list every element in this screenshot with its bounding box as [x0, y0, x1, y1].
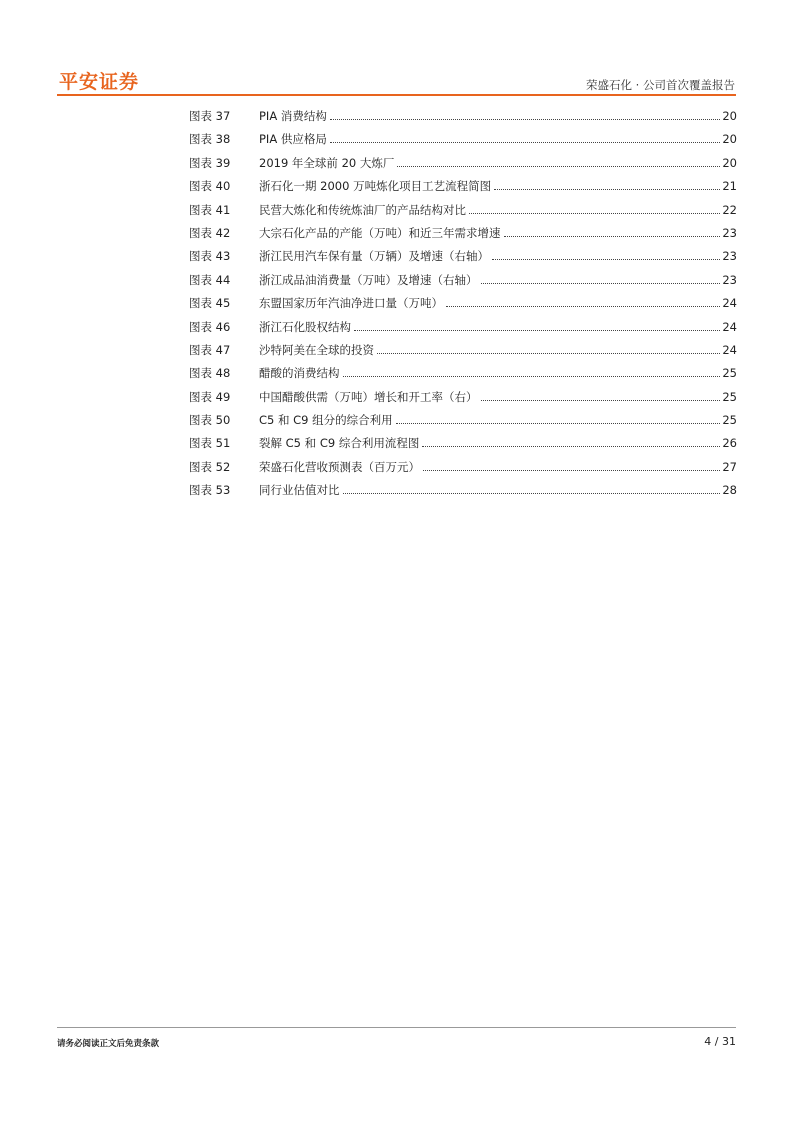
- toc-entry-page: 25: [722, 389, 737, 404]
- toc-dot-leader: [343, 493, 721, 494]
- toc-entry[interactable]: [189, 412, 737, 435]
- toc-entry[interactable]: [189, 155, 737, 178]
- toc-entry-title: 醋酸的消费结构: [259, 366, 340, 381]
- toc-entry-page: 21: [722, 179, 737, 194]
- footer-disclaimer: 请务必阅读正文后免责条款: [57, 1039, 160, 1049]
- toc-dot-leader: [481, 400, 721, 401]
- toc-dot-leader: [504, 236, 721, 237]
- toc-entry[interactable]: [189, 131, 737, 154]
- toc-entry-page: 28: [722, 483, 737, 498]
- toc-entry-label: 图表 44: [189, 272, 231, 287]
- page-number: 4 / 31: [704, 1035, 736, 1048]
- toc-dot-leader: [330, 119, 721, 120]
- toc-entry[interactable]: [189, 178, 737, 201]
- toc-entry-page: 22: [722, 202, 737, 217]
- toc-entry-page: 24: [722, 319, 737, 334]
- toc-entry-title: C5 和 C9 组分的综合利用: [259, 413, 393, 428]
- toc-entry-page: 20: [722, 109, 737, 123]
- toc-entry[interactable]: [189, 482, 737, 505]
- toc-dot-leader: [492, 259, 720, 260]
- toc-entry-label: 图表 49: [189, 389, 231, 404]
- toc-entry-label: 图表 50: [189, 413, 231, 428]
- toc-dot-leader: [423, 470, 720, 471]
- toc-entry-title: 荣盛石化营收预测表（百万元）: [259, 459, 420, 474]
- toc-entry-title: 裂解 C5 和 C9 综合利用流程图: [259, 436, 420, 451]
- toc-entry-label: 图表 48: [189, 366, 231, 381]
- toc-dot-leader: [469, 213, 720, 214]
- toc-entry-label: 图表 38: [189, 132, 231, 147]
- toc-entry-page: 23: [722, 225, 737, 240]
- toc-entry-label: 图表 39: [189, 155, 231, 170]
- toc-entry[interactable]: [189, 342, 737, 365]
- toc-entry-label: 图表 40: [189, 179, 231, 194]
- toc-entry-label: 图表 42: [189, 225, 231, 240]
- toc-dot-leader: [481, 283, 721, 284]
- toc-entry-title: 中国醋酸供需（万吨）增长和开工率（右）: [259, 389, 478, 404]
- toc-dot-leader: [377, 353, 720, 354]
- toc-entry-title: PIA 消费结构: [259, 109, 327, 123]
- toc-dot-leader: [330, 142, 721, 143]
- toc-entry[interactable]: [189, 365, 737, 388]
- toc-entry-title: 浙江成品油消费量（万吨）及增速（右轴）: [259, 272, 478, 287]
- footer-divider: [57, 1027, 736, 1028]
- toc-entry-page: 26: [722, 436, 737, 451]
- brand-logo: 平安证券: [59, 71, 140, 93]
- toc-entry-label: 图表 43: [189, 249, 231, 264]
- toc-entry-label: 图表 37: [189, 109, 231, 123]
- toc-entry-page: 25: [722, 366, 737, 381]
- toc-entry-title: 浙江民用汽车保有量（万辆）及增速（右轴）: [259, 249, 489, 264]
- toc-dot-leader: [354, 330, 720, 331]
- toc-entry-page: 25: [722, 413, 737, 428]
- toc-dot-leader: [396, 423, 721, 424]
- toc-entry-label: 图表 47: [189, 342, 231, 357]
- toc-entry[interactable]: [189, 248, 737, 271]
- toc-entry-title: 沙特阿美在全球的投资: [259, 342, 374, 357]
- toc-entry-title: 民营大炼化和传统炼油厂的产品结构对比: [259, 202, 466, 217]
- toc-entry-page: 24: [722, 342, 737, 357]
- toc-dot-leader: [422, 446, 720, 447]
- toc-entry-page: 20: [722, 132, 737, 147]
- toc-entry-label: 图表 41: [189, 202, 231, 217]
- toc-entry-page: 23: [722, 272, 737, 287]
- toc-entry[interactable]: [189, 202, 737, 225]
- toc-entry-title: 浙江石化股权结构: [259, 319, 351, 334]
- toc-entry-title: 大宗石化产品的产能（万吨）和近三年需求增速: [259, 225, 501, 240]
- toc-entry[interactable]: [189, 272, 737, 295]
- toc-dot-leader: [343, 376, 721, 377]
- toc-entry-page: 20: [722, 155, 737, 170]
- toc-entry-label: 图表 51: [189, 436, 231, 451]
- toc-entry-page: 27: [722, 459, 737, 474]
- header-divider: [57, 94, 736, 96]
- toc-entry-label: 图表 53: [189, 483, 231, 498]
- toc-entry[interactable]: [189, 459, 737, 482]
- toc-entry[interactable]: [189, 295, 737, 318]
- toc-dot-leader: [446, 306, 720, 307]
- toc-entry-title: 浙石化一期 2000 万吨炼化项目工艺流程简图: [259, 179, 492, 194]
- toc-entry[interactable]: [189, 319, 737, 342]
- toc-entry-label: 图表 52: [189, 459, 231, 474]
- toc-entry-label: 图表 46: [189, 319, 231, 334]
- toc-entry[interactable]: [189, 435, 737, 458]
- toc-entry[interactable]: [189, 225, 737, 248]
- toc-entry-page: 23: [722, 249, 737, 264]
- toc-dot-leader: [397, 166, 720, 167]
- toc-entry-label: 图表 45: [189, 296, 231, 311]
- toc-entry-page: 24: [722, 296, 737, 311]
- toc-entry-title: PIA 供应格局: [259, 132, 327, 147]
- toc-dot-leader: [494, 189, 720, 190]
- toc-entry[interactable]: [189, 389, 737, 412]
- report-title: 荣盛石化 · 公司首次覆盖报告: [586, 78, 735, 92]
- figure-index: [189, 108, 737, 506]
- toc-entry-title: 同行业估值对比: [259, 483, 340, 498]
- toc-entry-title: 东盟国家历年汽油净进口量（万吨）: [259, 296, 443, 311]
- toc-entry[interactable]: [189, 108, 737, 131]
- toc-entry-title: 2019 年全球前 20 大炼厂: [259, 155, 395, 170]
